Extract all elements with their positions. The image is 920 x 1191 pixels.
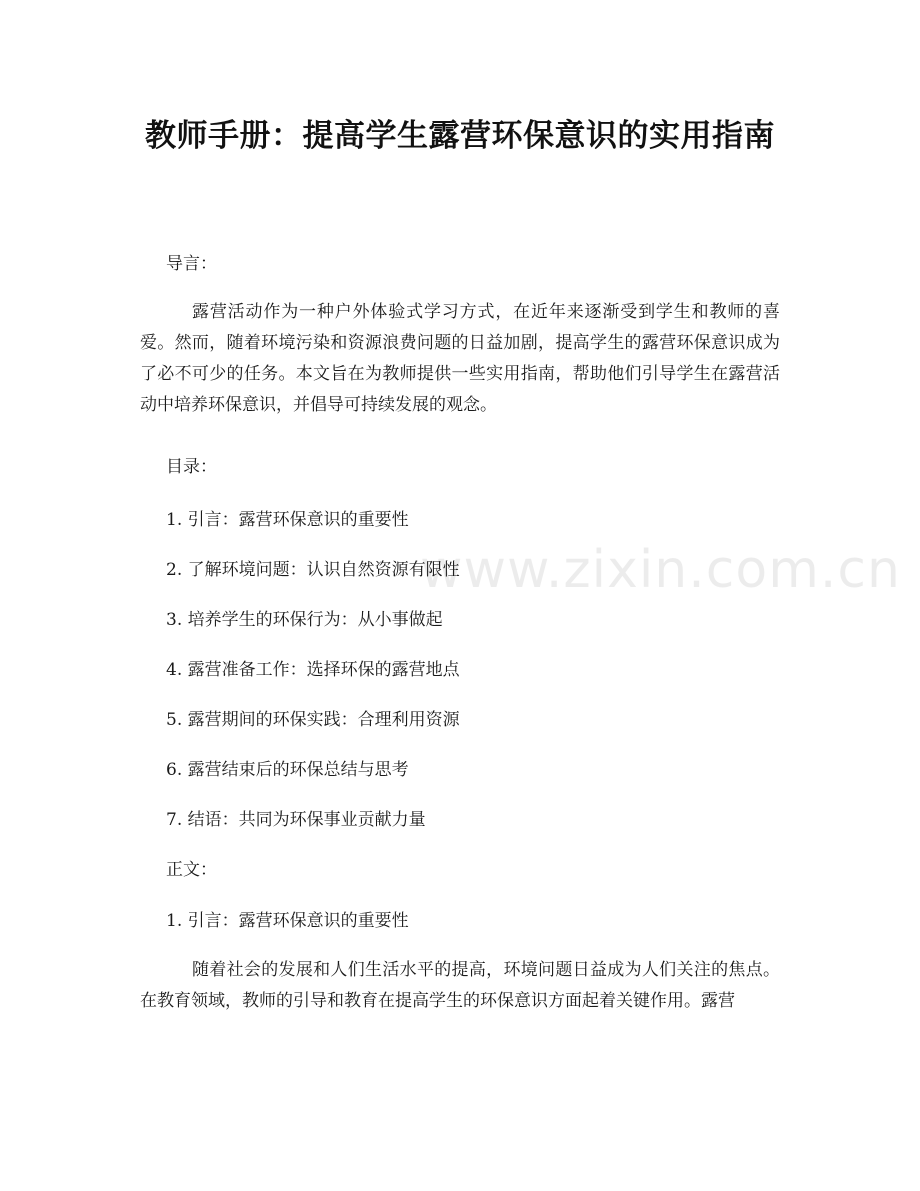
toc-item: 2. 了解环境问题：认识自然资源有限性 [166,560,460,580]
toc-item: 6. 露营结束后的环保总结与思考 [166,760,409,780]
toc-item: 5. 露营期间的环保实践：合理利用资源 [166,710,460,730]
intro-paragraph: 露营活动作为一种户外体验式学习方式，在近年来逐渐受到学生和教师的喜爱。然而，随着环境污染和资源浪费问题的日益加剧，提高学生的露营环保意识成为了必不可少的任务。本文旨在为教师提供一些实用指南，帮助他们引导学生在露营活动中培养环保意识，并倡导可持续发展的观念。 [140,302,780,415]
watermark: www.zixin.com.cn [420,540,901,600]
toc-item: 1. 引言：露营环保意识的重要性 [166,510,409,530]
toc-item: 7. 结语：共同为环保事业贡献力量 [166,810,426,830]
section1-heading: 1. 引言：露营环保意识的重要性 [166,911,409,931]
toc-heading: 目录： [166,457,217,477]
intro-heading: 导言： [166,254,217,274]
toc-item: 4. 露营准备工作：选择环保的露营地点 [166,660,460,680]
body-heading: 正文： [166,860,217,880]
toc-item: 3. 培养学生的环保行为：从小事做起 [166,610,443,630]
document-title: 教师手册：提高学生露营环保意识的实用指南 [145,118,775,154]
section1-paragraph: 随着社会的发展和人们生活水平的提高，环境问题日益成为人们关注的焦点。在教育领域，教师的引导和教育在提高学生的环保意识方面起着关键作用。露营 [140,960,780,1011]
